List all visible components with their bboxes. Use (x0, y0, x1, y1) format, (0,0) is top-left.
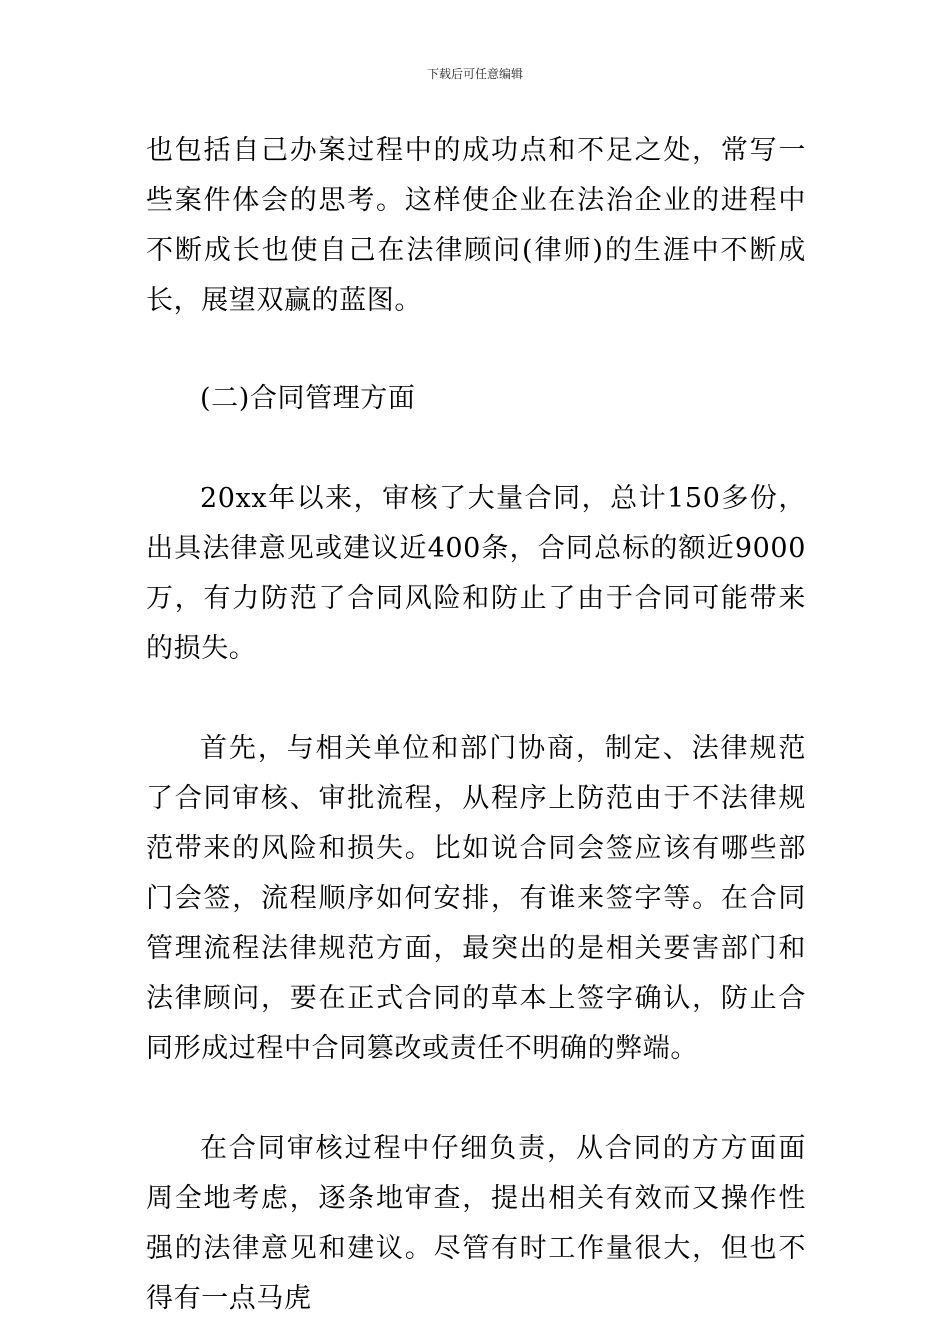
document-body (146, 126, 806, 1324)
paragraph-continuation: 也包括自己办案过程中的成功点和不足之处，常写一些案件体会的思考。这样使企业在法治企业的进程中不断成长也使自己在法律顾问(律师)的生涯中不断成长，展望双赢的蓝图。 (146, 135, 806, 316)
section-heading-contract-management: (二)合同管理方面 (200, 383, 416, 414)
paragraph-contract-review: 在合同审核过程中仔细负责，从合同的方方面面周全地考虑，逐条地审查，提出相关有效而又操作性强的法律意见和建议。尽管有时工作量很大，但也不得有一点马虎 (146, 1133, 806, 1314)
page-header: 下载后可任意编辑 (426, 67, 523, 81)
paragraph-process-standards: 首先，与相关单位和部门协商，制定、法律规范了合同审核、审批流程，从程序上防范由于不法律规范带来的风险和损失。比如说合同会签应该有哪些部门会签，流程顺序如何安排，有谁来签字等。在合同管理流程法律规范方面，最突出的是相关要害部门和法律顾问，要在正式合同的草本上签字确认，防止合同形成过程中合同篡改或责任不明确的弊端。 (146, 733, 806, 1064)
paragraph-contract-stats: 20xx年以来，审核了大量合同，总计150多份，出具法律意见或建议近400条，合同总标的额近9000万，有力防范了合同风险和防止了由于合同可能带来的损失。 (146, 483, 806, 664)
